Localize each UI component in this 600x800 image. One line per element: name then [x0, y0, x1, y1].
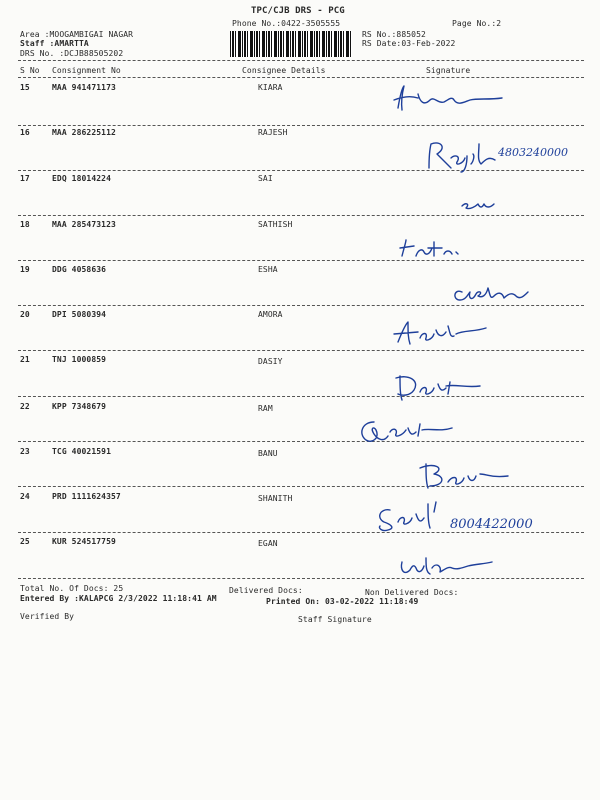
row-consignee: BANU: [258, 449, 278, 458]
row-sno: 18: [20, 220, 30, 229]
signature-dasiy: [386, 370, 496, 404]
entered-by: Entered By :KALAPCG 2/3/2022 11:18:41 AM: [20, 594, 217, 603]
row-consignee: AMORA: [258, 310, 283, 319]
row-sno: 24: [20, 492, 30, 501]
signature-ram: [356, 414, 456, 446]
table-bottom-divider: [18, 578, 584, 579]
staff-signature-label: Staff Signature: [298, 615, 372, 624]
row-sno: 22: [20, 402, 30, 411]
handwritten-number-row16: 4803240000: [498, 146, 568, 159]
row-consignee: SATHISH: [258, 220, 293, 229]
row-sno: 19: [20, 265, 30, 274]
row-consignee: SHANITH: [258, 494, 293, 503]
column-header-divider: [18, 77, 584, 78]
handwritten-phone-rajesh: [498, 142, 598, 164]
row-consignment-no: MAA 286225112: [52, 128, 116, 137]
rs-date: RS Date:03-Feb-2022: [362, 39, 456, 48]
signature-esha: [448, 280, 538, 306]
signature-shanith: [372, 500, 452, 536]
row-divider: [18, 396, 584, 397]
row-consignment-no: TCG 40021591: [52, 447, 111, 456]
report-title: TPC/CJB DRS - PCG: [251, 6, 345, 16]
row-divider: [18, 350, 584, 351]
row-divider: [18, 125, 584, 126]
printed-on: Printed On: 03-02-2022 11:18:49: [266, 597, 419, 606]
row-consignee: KIARA: [258, 83, 283, 92]
area-label: Area :MOOGAMBIGAI NAGAR: [20, 30, 134, 39]
verified-by-label: Verified By: [20, 612, 75, 621]
row-consignment-no: MAA 285473123: [52, 220, 116, 229]
col-consignee-header: Consignee Details: [242, 66, 326, 75]
page-number: Page No.:2: [452, 19, 502, 28]
rs-number: RS No.:885052: [362, 30, 426, 39]
header-divider: [18, 60, 584, 61]
staff-label: Staff :AMARTTA: [20, 39, 89, 48]
signature-kiara: [390, 82, 510, 116]
row-sno: 20: [20, 310, 30, 319]
delivered-docs: Delivered Docs:: [229, 586, 303, 595]
signature-sai: [458, 196, 498, 212]
signature-sathish: [398, 236, 468, 260]
row-consignee: EGAN: [258, 539, 278, 548]
total-docs: Total No. Of Docs: 25: [20, 584, 124, 593]
col-signature-header: Signature: [426, 66, 471, 75]
barcode-image: [230, 31, 352, 57]
phone-number: Phone No.:0422-3505555: [232, 19, 341, 28]
row-consignment-no: EDQ 18014224: [52, 174, 111, 183]
row-consignee: DASIY: [258, 357, 283, 366]
handwritten-number-row24: 8004422000: [450, 517, 533, 532]
row-consignee: RAM: [258, 404, 273, 413]
row-sno: 15: [20, 83, 30, 92]
row-sno: 25: [20, 537, 30, 546]
row-divider: [18, 215, 584, 216]
row-sno: 21: [20, 355, 30, 364]
non-delivered-docs: Non Delivered Docs:: [365, 588, 459, 597]
row-consignment-no: MAA 941471173: [52, 83, 116, 92]
row-consignment-no: TNJ 1000859: [52, 355, 107, 364]
col-sno-header: S No: [20, 66, 40, 75]
signature-banu: [418, 460, 514, 492]
row-consignment-no: DDG 4058636: [52, 265, 107, 274]
row-sno: 17: [20, 174, 30, 183]
row-consignment-no: DPI 5080394: [52, 310, 107, 319]
row-consignee: RAJESH: [258, 128, 288, 137]
row-consignee: SAI: [258, 174, 273, 183]
drs-number: DRS No. :DCJB88505202: [20, 49, 124, 58]
row-consignment-no: PRD 1111624357: [52, 492, 121, 501]
row-sno: 23: [20, 447, 30, 456]
row-divider: [18, 441, 584, 442]
row-sno: 16: [20, 128, 30, 137]
handwritten-phone-shanith: [450, 512, 590, 536]
row-consignment-no: KPP 7348679: [52, 402, 107, 411]
signature-rajesh: [425, 138, 501, 174]
row-consignee: ESHA: [258, 265, 278, 274]
row-divider: [18, 260, 584, 261]
col-consignment-header: Consignment No: [52, 66, 121, 75]
row-consignment-no: KUR 524517759: [52, 537, 116, 546]
signature-egan: [396, 552, 496, 580]
signature-amora: [392, 318, 488, 346]
